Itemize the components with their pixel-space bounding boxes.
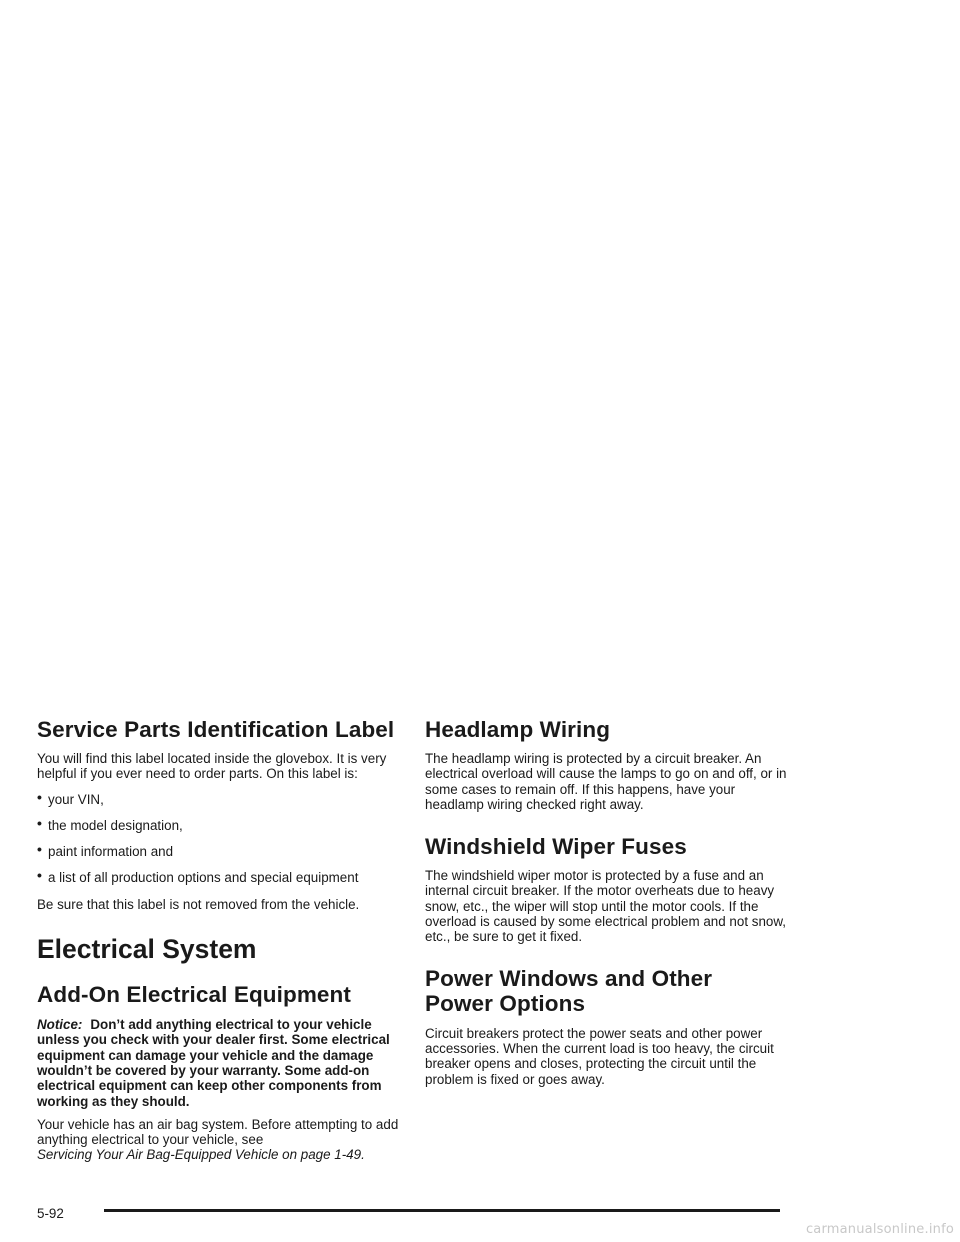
chapter-heading: Electrical System: [37, 934, 257, 965]
notice-text: Don’t add anything electrical to your vehicle unless you check with your dealer first. Some electrical equipment can damage your vehicle and the damage wouldn’t be covered by your warranty. Some add-on electrical equipment can keep other components from working as they should.: [37, 1017, 390, 1109]
right-column: [425, 716, 795, 1087]
addon-body: [37, 1117, 399, 1163]
service-parts-outro: Be sure that this label is not removed from the vehicle.: [37, 896, 360, 912]
headlamp-body: The headlamp wiring is protected by a circuit breaker. An electrical overload will cause the lamps to go on and off, or in some cases to remain off. If this happens, have your headlamp wiring checked right away.: [425, 751, 787, 812]
bullet-icon: •: [37, 867, 42, 884]
wiper-body: The windshield wiper motor is protected by a fuse and an internal circuit breaker. If the motor overheats due to heavy snow, etc., the wiper will stop until the motor cools. If the overload is caused by some electrical problem and not snow, etc., be sure to get it fixed.: [425, 868, 786, 945]
list-item: • a list of all production options and special equipment: [37, 867, 359, 886]
left-column: [37, 716, 399, 1163]
list-item: • paint information and: [37, 841, 174, 860]
list-item: • the model designation,: [37, 814, 183, 833]
watermark: carmanualsonline.info: [805, 1222, 954, 1237]
bullet-icon: •: [37, 788, 42, 805]
label-contents-list: [37, 788, 399, 886]
addon-notice: [37, 1017, 399, 1109]
list-item: • your VIN,: [37, 788, 104, 807]
airbag-cross-reference: Servicing Your Air Bag-Equipped Vehicle on page 1-49.: [37, 1147, 365, 1163]
bullet-icon: •: [37, 841, 42, 858]
notice-label: Notice:: [37, 1017, 83, 1033]
wiper-heading: Windshield Wiper Fuses: [425, 834, 687, 860]
footer-rule: [104, 1209, 780, 1212]
addon-body-text: Your vehicle has an air bag system. Before attempting to add anything electrical to your vehicle, see: [37, 1116, 399, 1148]
service-parts-heading: Service Parts Identification Label: [37, 717, 395, 742]
addon-heading: Add-On Electrical Equipment: [37, 982, 351, 1008]
headlamp-heading: Headlamp Wiring: [425, 717, 611, 742]
page-number: 5-92: [37, 1206, 64, 1221]
power-windows-body: Circuit breakers protect the power seats and other power accessories. When the current load is too heavy, the circuit breaker opens and closes, protecting the circuit until the problem is fixed or goes away.: [425, 1025, 774, 1087]
power-windows-heading: Power Windows and Other Power Options: [425, 965, 713, 1016]
bullet-icon: •: [37, 814, 42, 831]
service-parts-intro: You will find this label located inside the glovebox. It is very helpful if you ever need to order parts. On this label is:: [37, 751, 387, 782]
